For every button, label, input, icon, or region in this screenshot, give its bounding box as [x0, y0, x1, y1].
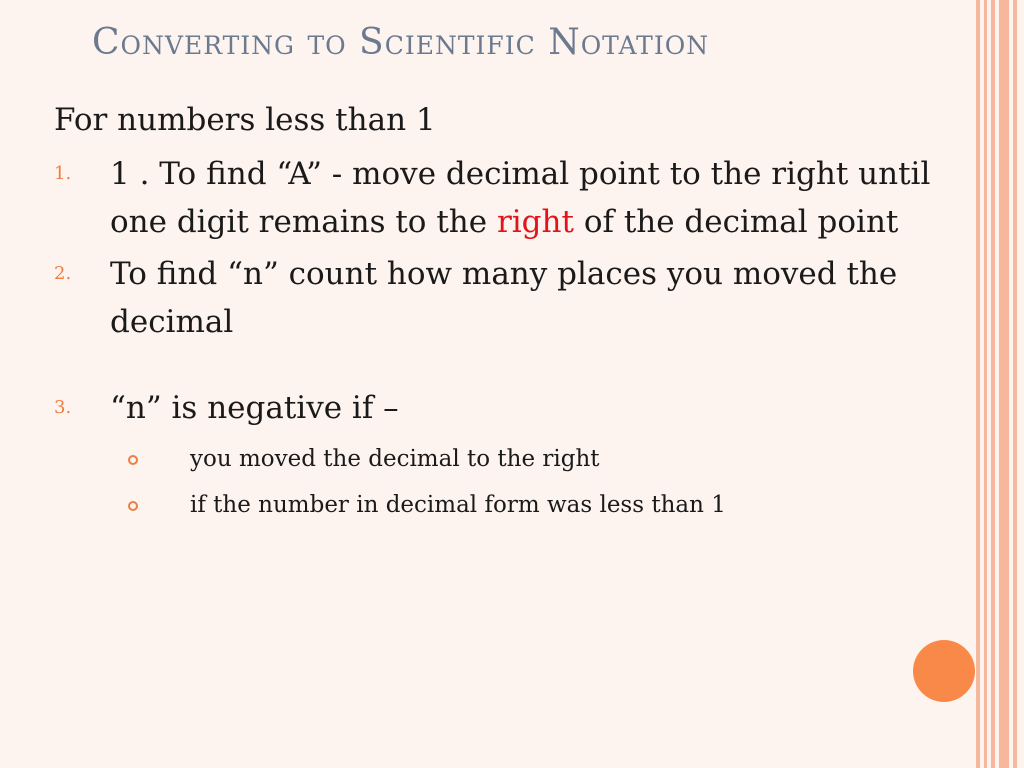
list-item: [54, 384, 969, 432]
list-item: [54, 150, 969, 246]
decorative-stripe: [991, 0, 995, 768]
sub-list-item-text: you moved the decimal to the right: [190, 446, 600, 472]
decorative-stripe: [976, 0, 980, 768]
decorative-stripe: [984, 0, 987, 768]
list-item: [54, 250, 969, 346]
highlighted-word: right: [496, 204, 574, 240]
slide-body: [54, 96, 969, 528]
list-number: 3.: [54, 397, 72, 418]
sub-list-item: [54, 482, 969, 528]
list-item-text: To find “n” count how many places you moved the decimal: [110, 256, 898, 340]
list-number: 1.: [54, 163, 72, 184]
lead-text: For numbers less than 1: [54, 102, 436, 138]
list-number: 2.: [54, 263, 72, 284]
circle-bullet-icon: [128, 501, 138, 511]
list-item-text: “n” is negative if –: [110, 390, 399, 426]
sub-list-item-text: if the number in decimal form was less than 1: [190, 492, 726, 518]
slide-title: Converting to Scientific Notation: [92, 22, 710, 63]
list-item-text: of the decimal point: [573, 204, 899, 240]
decorative-stripe: [999, 0, 1009, 768]
sub-list-item: [54, 436, 969, 482]
circle-bullet-icon: [128, 455, 138, 465]
decorative-stripe: [1013, 0, 1017, 768]
decorative-dot: [913, 640, 975, 702]
list-item-text: 1 . To find “A” - move decimal point to the right until one digit remains to the: [110, 156, 931, 240]
